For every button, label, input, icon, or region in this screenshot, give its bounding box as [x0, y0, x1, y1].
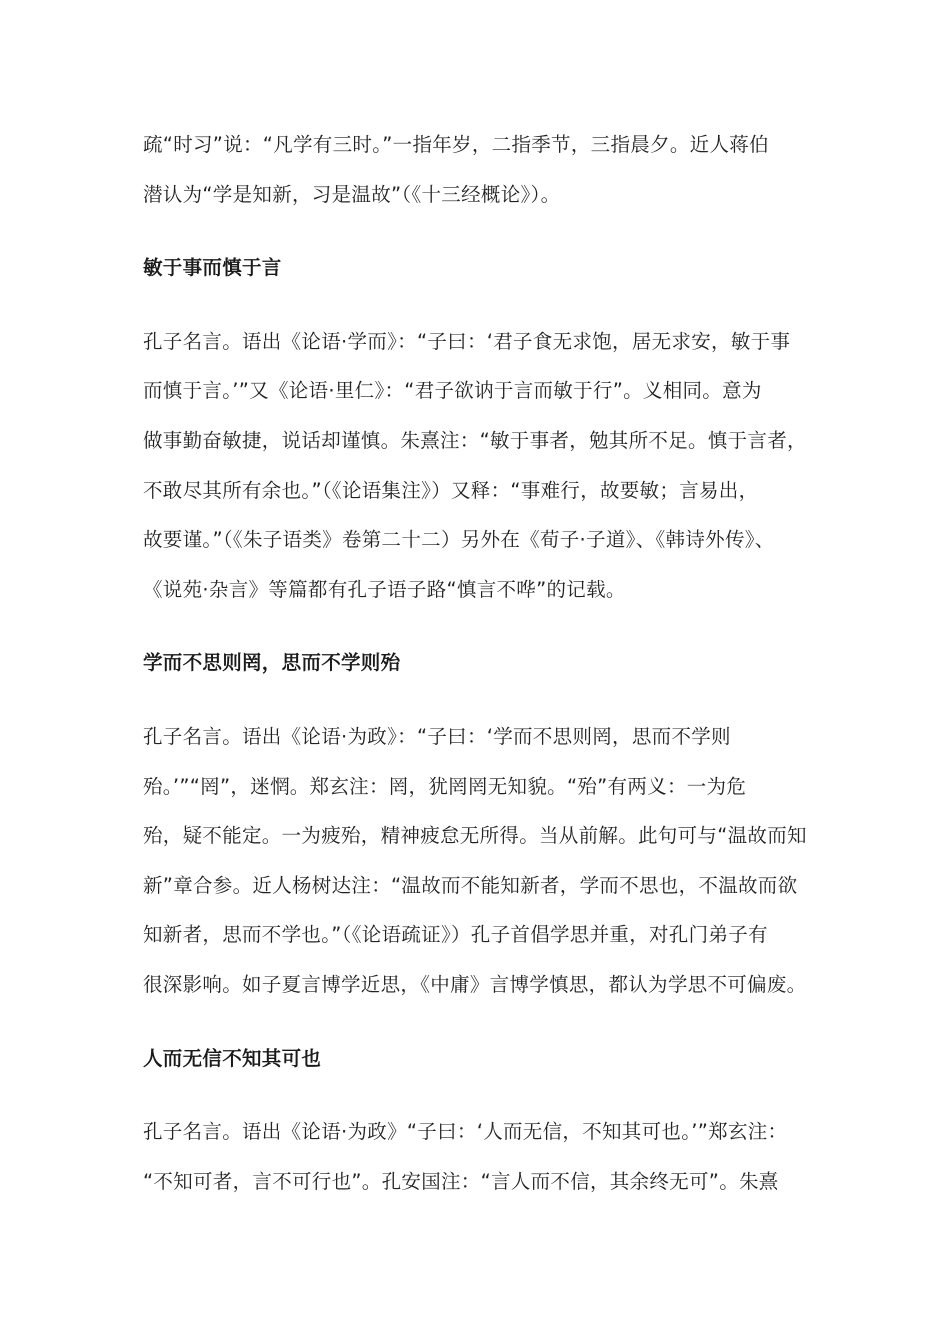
section-heading-xueersi: 学而不思则罔，思而不学则殆 [143, 651, 401, 675]
text-line: 殆，疑不能定。一为疲殆，精神疲怠无所得。当从前解。此句可与“温故而知 [143, 824, 807, 848]
section-heading-minyushi: 敏于事而慎于言 [143, 256, 282, 280]
paragraph-xueersi [143, 712, 823, 1010]
text-line: 故要谨。”（《朱子语类》卷第二十二）另外在《荀子·子道》、《韩诗外传》、 [143, 528, 775, 552]
text-line: 潜认为“学是知新，习是温故”（《十三经概论》）。 [143, 182, 561, 206]
text-line: 不敢尽其所有余也。”（《论语集注》）又释：“事难行，故要敏；言易出， [143, 478, 759, 502]
paragraph-minyushi [143, 317, 823, 615]
text-line: 孔子名言。语出《论语·学而》：“子曰：‘君子食无求饱，居无求安，敏于事 [143, 329, 791, 353]
text-line: 殆。’”“罔”，迷惘。郑玄注：罔，犹罔罔无知貌。“殆”有两义：一为危 [143, 774, 747, 798]
document-body [143, 120, 823, 1206]
text-line: 孔子名言。语出《论语·为政》：“子曰：‘学而不思则罔，思而不学则 [143, 724, 731, 748]
section-heading-renerwuxin: 人而无信不知其可也 [143, 1046, 322, 1070]
text-line: 疏“时习”说：“凡学有三时。”一指年岁，二指季节，三指晨夕。近人蒋伯 [143, 133, 769, 156]
text-line: 新”章合参。近人杨树达注：“温故而不能知新者，学而不思也，不温故而欲 [143, 873, 798, 897]
text-line: 《说苑·杂言》等篇都有孔子语子路“慎言不哗”的记载。 [143, 577, 626, 601]
paragraph-renerwuxin [143, 1107, 823, 1206]
text-line: 知新者，思而不学也。”（《论语疏证》）孔子首倡学思并重，对孔门弟子有 [143, 923, 768, 947]
text-line: “不知可者，言不可行也”。孔安国注：“言人而不信，其余终无可”。朱熹 [143, 1169, 779, 1193]
text-line: 孔子名言。语出《论语·为政》“子曰：‘人而无信，不知其可也。’”郑玄注： [143, 1120, 788, 1144]
text-line: 做事勤奋敏捷，说话却谨慎。朱熹注：“敏于事者，勉其所不足。慎于言者， [143, 428, 807, 452]
text-line: 很深影响。如子夏言博学近思，《中庸》言博学慎思，都认为学思不可偏废。 [143, 972, 807, 996]
text-line: 而慎于言。’”又《论语·里仁》：“君子欲讷于言而敏于行”。义相同。意为 [143, 379, 762, 403]
paragraph-shixi-commentary [143, 120, 823, 219]
